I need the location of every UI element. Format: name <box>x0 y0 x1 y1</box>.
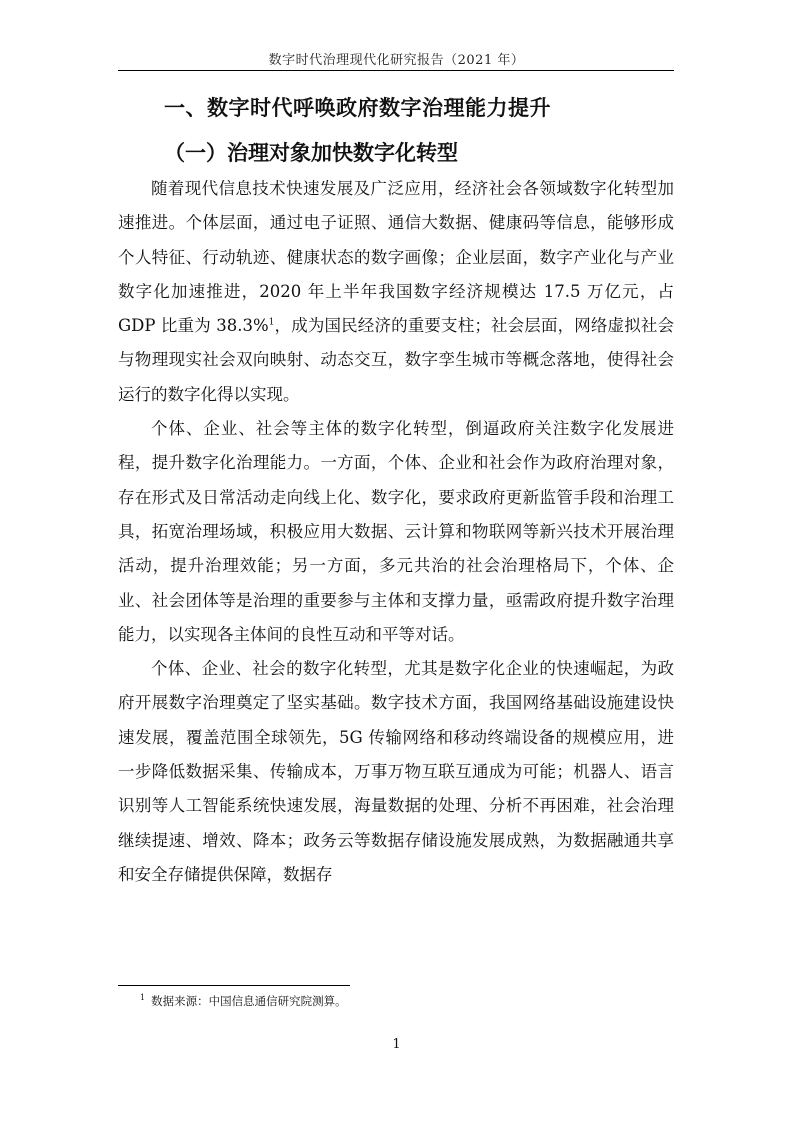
paragraph-1-text-continued: ，成为国民经济的重要支柱；社会层面，网络虚拟社会与物理现实社会双向映射、动态交互，数字孪生城市等概念落地，使得社会运行的数字化得以实现。 <box>118 316 675 404</box>
page-number: 1 <box>392 1037 401 1052</box>
footnote <box>140 993 347 1009</box>
paragraph-3: 个体、企业、社会的数字化转型，尤其是数字化企业的快速崛起，为政府开展数字治理奠定了坚实基础。数字技术方面，我国网络基础设施建设快速发展，覆盖范围全球领先，5G 传输网络和移动终端设备的规模应用，进一步降低数据采集、传输成本，万事万物互联互通成为可能；机器人、语言识别等人工智能系统快速发展，海量数据的处理、分析不再困难，社会治理继续提速、增效、降本；政务云等数据存储设施发展成熟，为数据融通共享和安全存储提供保障，数据存 <box>118 659 674 884</box>
footnote-reference[interactable]: 1 <box>268 317 275 328</box>
footnote-divider <box>118 985 350 986</box>
section-subheading: （一）治理对象加快数字化转型 <box>164 141 458 165</box>
footnote-text: 数据来源：中国信息通信研究院测算。 <box>151 994 347 1008</box>
paragraph-1-text: 随着现代信息技术快速发展及广泛应用，经济社会各领域数字化转型加速推进。个体层面，通过电子证照、通信大数据、健康码等信息，能够形成个人特征、行动轨迹、健康状态的数字画像；企业层面，数字产业化与产业数字化加速推进，2020 年上半年我国数字经济规模达 17.5 万亿元，占 GDP 比重为 38.3% <box>118 179 674 336</box>
header-divider <box>118 70 674 71</box>
footnote-mark: 1 <box>140 993 146 1003</box>
body-text <box>118 172 674 892</box>
section-heading: 一、数字时代呼唤政府数字治理能力提升 <box>164 96 551 120</box>
running-header-title: 数字时代治理现代化研究报告（2021 年） <box>268 53 525 68</box>
paragraph-2: 个体、企业、社会等主体的数字化转型，倒逼政府关注数字化发展进程，提升数字化治理能力。一方面，个体、企业和社会作为政府治理对象，存在形式及日常活动走向线上化、数字化，要求政府更新监管手段和治理工具，拓宽治理场域，积极应用大数据、云计算和物联网等新兴技术开展治理活动，提升治理效能；另一方面，多元共治的社会治理格局下，个体、企业、社会团体等是治理的重要参与主体和支撑力量，亟需政府提升数字治理能力，以实现各主体间的良性互动和平等对话。 <box>118 419 674 644</box>
paragraph-1 <box>118 172 674 412</box>
